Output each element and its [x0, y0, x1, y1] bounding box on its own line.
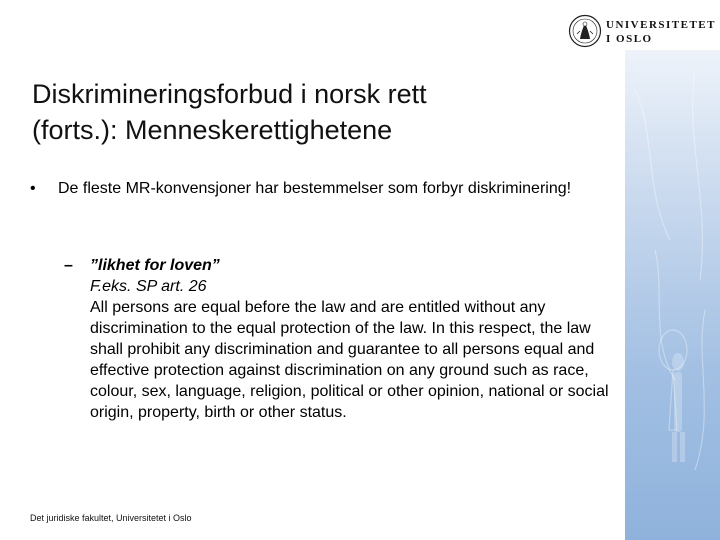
decorative-side-strip	[625, 50, 720, 540]
sub-bullet-quote: All persons are equal before the law and are entitled without any discrimination to the equal protection of the law. In this respect, the law shall prohibit any discrimination and guarantee to all persons equal and effective protection against discrimination on any ground such as race, colour, sex, language, religion, political or other opinion, national or social origin, property, birth or other status.	[90, 299, 609, 421]
sub-bullet-heading: ”likhet for loven”	[90, 257, 220, 274]
slide-title-line-2: (forts.): Menneskerettighetene	[32, 115, 393, 145]
decorative-figure-illustration	[625, 50, 720, 540]
bullet-marker: •	[30, 180, 36, 197]
slide-title-line-1: Diskrimineringsforbud i norsk rett	[32, 79, 427, 109]
footer-text: Det juridiske fakultet, Universitetet i Oslo	[30, 513, 192, 523]
logo-university-name: UNIVERSITETET	[606, 19, 716, 31]
sub-bullet-content	[90, 255, 624, 423]
university-seal-icon	[568, 14, 602, 48]
bullet-text: De fleste MR-konvensjoner har bestemmelser som forbyr diskriminering!	[58, 180, 572, 197]
slide-title	[32, 76, 592, 148]
sub-bullet-marker: –	[64, 257, 73, 274]
logo-city-name: I OSLO	[606, 33, 653, 45]
university-logo	[568, 14, 716, 50]
sub-bullet-reference: F.eks. SP art. 26	[90, 278, 207, 295]
